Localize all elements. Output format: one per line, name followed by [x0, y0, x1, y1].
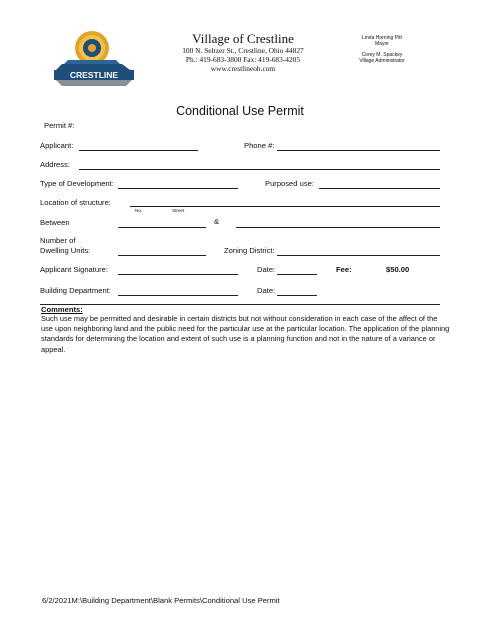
applicant-signature-label: Applicant Signature: [40, 265, 108, 274]
applicant-signature-field[interactable] [118, 274, 238, 275]
official-name-mayor: Linda Horning Pitt [362, 35, 402, 41]
between-field-2[interactable] [236, 227, 440, 228]
official-title-mayor: Mayor [375, 41, 389, 47]
zoning-district-field[interactable] [277, 255, 440, 256]
applicant-label: Applicant: [40, 141, 74, 150]
number-of-label: Number of [40, 236, 76, 245]
location-of-structure-field[interactable] [130, 206, 440, 207]
between-field-1[interactable] [118, 227, 206, 228]
type-of-development-field[interactable] [118, 188, 238, 189]
phone-label: Phone #: [244, 141, 275, 150]
crestline-logo [48, 24, 140, 92]
fee-label: Fee: [336, 265, 352, 274]
comments-heading: Comments: [41, 305, 83, 314]
signature-date-field[interactable] [277, 274, 317, 275]
between-label: Between [40, 218, 70, 227]
location-street-hint: Street [172, 208, 185, 213]
zoning-district-label: Zoning District: [224, 246, 275, 255]
village-phone-fax: Ph.: 419-683-3800 Fax: 419-683-4205 [185, 55, 301, 64]
signature-date-label: Date: [257, 265, 276, 274]
official-title-administrator: Village Administrator [359, 58, 405, 64]
location-of-structure-label: Location of structure: [40, 198, 111, 207]
village-address: 100 N. Seltzer St., Crestline, Ohio 44827 [182, 46, 304, 55]
permit-number-label: Permit #: [44, 121, 75, 130]
dwelling-units-label: Dwelling Units: [40, 246, 91, 255]
and-label: & [214, 217, 220, 226]
file-path-footer: 6/2/2021M:\Building Department\Blank Permits\Conditional Use Permit [42, 596, 280, 605]
dwelling-units-field[interactable] [118, 255, 206, 256]
logo-text: CRESTLINE [69, 70, 119, 80]
official-name-administrator: Corey M. Spackey [361, 52, 403, 58]
purposed-use-label: Purposed use: [265, 179, 314, 188]
building-date-field[interactable] [277, 295, 317, 296]
address-label: Address: [40, 160, 70, 169]
address-field[interactable] [79, 169, 440, 170]
page-title: Conditional Use Permit [176, 104, 304, 118]
comments-body: Such use may be permitted and desirable in certain districts but not without consideration in each case of the affect of the use upon neighboring land and the public need for the particular use at the particular location. The application of the planning standards for determining the location and extent of such use is a planning function and not in the nature of a variance or appeal. [41, 314, 450, 354]
village-website: www.crestlineoh.com [210, 64, 276, 73]
applicant-field[interactable] [79, 150, 198, 151]
building-date-label: Date: [257, 286, 276, 295]
building-department-label: Building Department: [40, 286, 111, 295]
fee-value: $50.00 [386, 265, 410, 274]
location-number-hint: No. [135, 208, 143, 213]
comments-divider [40, 304, 440, 305]
type-of-development-label: Type of Development: [40, 179, 114, 188]
village-name: Village of Crestline [192, 31, 294, 46]
phone-field[interactable] [277, 150, 440, 151]
purposed-use-field[interactable] [319, 188, 440, 189]
building-department-field[interactable] [118, 295, 238, 296]
